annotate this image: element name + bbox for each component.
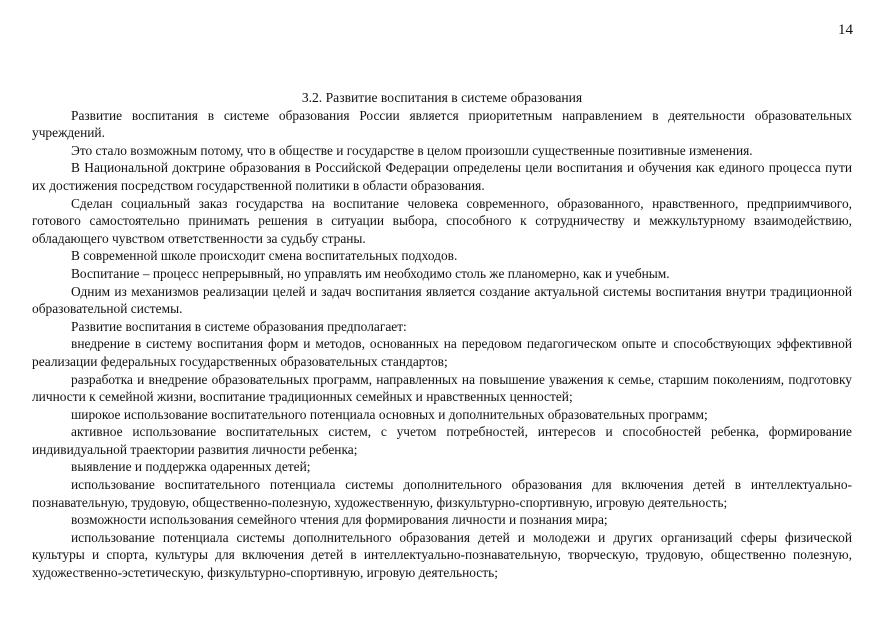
list-item: использование потенциала системы дополнительного образования детей и молодежи и других организаций сферы физической культуры и спорта, культуры для включения детей в интеллектуально-познавательную, творческую, трудовую, общественно полезную, художественно-эстетическую, физкультурно-спортивную, игровую деятельность; xyxy=(32,529,852,581)
list-item: возможности использования семейного чтения для формирования личности и познания мира; xyxy=(71,512,608,528)
document-body xyxy=(32,89,852,582)
section-heading: 3.2. Развитие воспитания в системе образования xyxy=(301,90,583,105)
list-item: разработка и внедрение образовательных программ, направленных на повышение уважения к семье, старшим поколениям, подготовку личности к семейной жизни, воспитание традиционных семейных и нравственных ценностей; xyxy=(32,371,852,405)
paragraph: В современной школе происходит смена воспитательных подходов. xyxy=(71,248,458,264)
paragraph: В Национальной доктрине образования в Российской Федерации определены цели воспитания и обучения как единого процесса пути их достижения посредством государственной политики в области образования. xyxy=(32,160,852,193)
list-item: активное использование воспитательных систем, с учетом потребностей, интересов и способностей ребенка, формирование индивидуальной траектории развития личности ребенка; xyxy=(32,424,852,457)
paragraph: Воспитание – процесс непрерывный, но управлять им необходимо столь же планомерно, как и учебным. xyxy=(71,265,670,281)
list-item: выявление и поддержка одаренных детей; xyxy=(71,459,311,475)
paragraph: Это стало возможным потому, что в обществе и государстве в целом произошли существенные позитивные изменения. xyxy=(71,142,753,158)
paragraph: Одним из механизмов реализации целей и задач воспитания является создание актуальной системы воспитания внутри традиционной образовательной системы. xyxy=(32,283,852,317)
paragraph: Развитие воспитания в системе образования России является приоритетным направлением в деятельности образовательных учреждений. xyxy=(32,107,852,141)
list-item: использование воспитательного потенциала системы дополнительного образования для включения детей в интеллектуально-познавательную, трудовую, общественно-полезную, художественную, физкультурно-спортивную, игровую деятельность; xyxy=(32,477,852,510)
paragraph: Сделан социальный заказ государства на воспитание человека современного, образованного, нравственного, предприимчивого, готового самостоятельно принимать решения в ситуации выбора, способного к сотрудничеству и межкультурному взаимодействию, обладающего чувством ответственности за судьбу страны. xyxy=(32,195,852,246)
list-item: внедрение в систему воспитания форм и методов, основанных на передовом педагогическом опыте и способствующих эффективной реализации федеральных государственных образовательных стандартов; xyxy=(32,336,852,369)
list-intro: Развитие воспитания в системе образования предполагает: xyxy=(71,318,407,334)
page-number: 14 xyxy=(838,22,853,38)
list-item: широкое использование воспитательного потенциала основных и дополнительных образовательных программ; xyxy=(71,406,708,422)
